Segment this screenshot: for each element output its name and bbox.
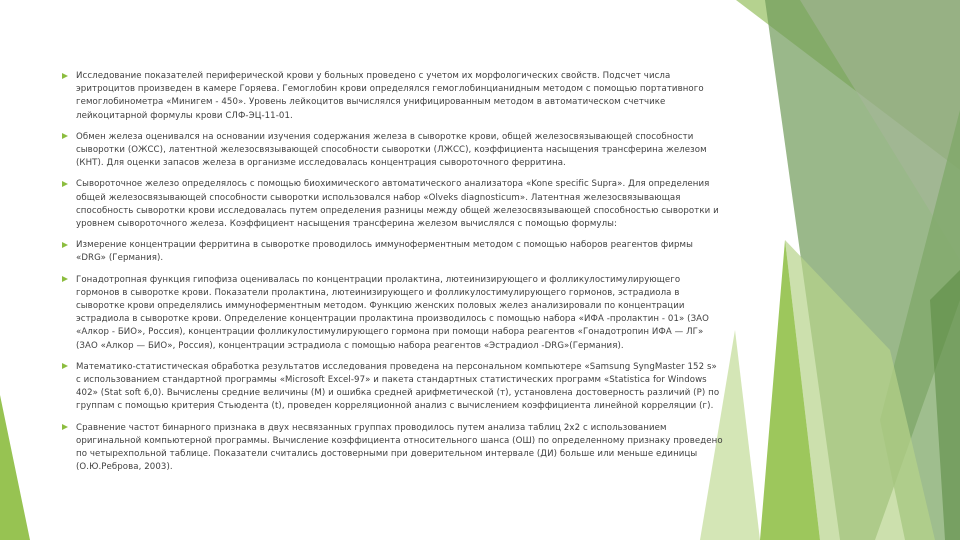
paragraph-text: Гонадотропная функция гипофиза оценивалась по концентрации пролактина, лютеинизирующего и фолликулостимулирующего гормонов в сыворотке крови. Показатели пролактина, лютеинизирующего и фолликулостимулирующего гормонов, эстрадиола в сыворотке крови определялись иммуноферментным методом. Функцию женских половых желез анализировали по концентрации эстрадиола в сыворотке крови. Определение концентрации пролактина производилось с помощью набора «ИФА -пролактин - 01» (ЗАО «Алкор - БИО», Россия), концентрации фолликулостимулирующего гормона при помощи набора реагентов «Гонадотропин ИФА — ЛГ» (ЗАО «Алкор — БИО», Россия), концентрации эстрадиола с помощью набора реагентов «Эстрадиол -DRG»(Германия). [76, 274, 709, 351]
paragraph-text: Исследование показателей периферической крови у больных проведено с учетом их морфологических свойств. Подсчет числа эритроцитов произведен в камере Горяева. Гемоглобин крови определялся гемоглобинцианидным методом с помощью портативного гемоглобинометра «Минигем - 450». Уровень лейкоцитов вычислялся унифицированным методом в автоматическом счетчике лейкоцитарной формулы крови СЛФ-ЭЦ-11-01. [76, 71, 704, 121]
paragraph-text: Сравнение частот бинарного признака в двух несвязанных группах проводилось путем анализа таблиц 2х2 с использованием оригинальной компьютерной программы. Вычисление коэффициента относительного шанса (ОШ) по определенному признаку проведено по четырехпольной таблице. Показатели считались достоверными при доверительном интервале (ДИ) больше или меньше единицы (О.Ю.Реброва, 2003). [76, 422, 723, 473]
bullet-item-gonadotropic-function [62, 274, 724, 353]
triangle-bullet-icon [62, 242, 68, 248]
bullet-item-ferritin [62, 239, 724, 265]
paragraph-text: Математико-статистическая обработка результатов исследования проведена на персональном компьютере «Samsung SyngMaster 152 s» с использованием стандартной программы «Microsoft Excel-97» и пакета стандартных статистических программ «Statistica for Windows 402» (Stat soft 6,0). Вычислены средние величины (М) и ошибка средней арифметической (т), установлена достоверность различий (Р) по группам с помощью критерия Стьюдента (t), проведен корреляционной анализ с вычислением коэффициента линейной корреляции (г). [76, 361, 720, 412]
triangle-bullet-icon [62, 181, 68, 187]
triangle-bullet-icon [62, 276, 68, 282]
triangle-bullet-icon [62, 73, 68, 79]
paragraph-text: Сывороточное железо определялось с помощью биохимического автоматического анализатора «Kone specific Supra». Для определения общей железосвязывающей способности сыворотки использовался набор «Olveks diagnosticum». Латентная железосвязывающая способность сыворотки крови исследовалась путем определения разницы между общей железосвязывающей способностью сыворотки и уровнем сывороточного железа. Коэффициент насыщения трансферина железом вычислялся с помощью формулы: [76, 179, 719, 230]
bullet-item-blood-tests [62, 70, 724, 123]
paragraph-text: Измерение концентрации ферритина в сыворотке проводилось иммуноферментным методом с помощью наборов реагентов фирмы «DRG» (Германия). [76, 240, 693, 264]
triangle-bullet-icon [62, 363, 68, 369]
left-green-shard [0, 395, 30, 540]
paragraph-text: Обмен железа оценивался на основании изучения содержания железа в сыворотке крови, общей железосвязывающей способности сыворотки (ОЖСС), латентной железосвязывающей способности сыворотки (ЛЖСС), коэффициента насыщения трансферина железом (КНТ). Для оценки запасов железа в организме исследовалась концентрация сывороточного ферритина. [76, 131, 707, 169]
bullet-item-binary-comparison [62, 422, 724, 475]
bullet-item-serum-iron [62, 178, 724, 231]
bullet-item-statistics [62, 361, 724, 414]
triangle-bullet-icon [62, 424, 68, 430]
bullet-item-iron-metabolism [62, 131, 724, 171]
triangle-bullet-icon [62, 133, 68, 139]
content-area [62, 70, 724, 482]
bullet-list [62, 70, 724, 474]
